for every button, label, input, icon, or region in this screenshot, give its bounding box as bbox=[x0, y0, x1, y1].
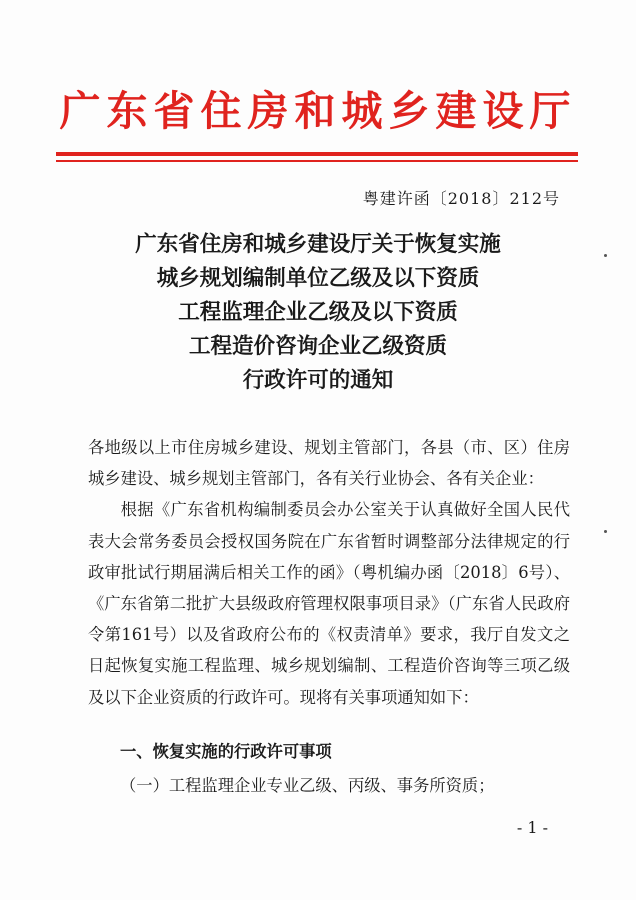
section-item-1: （一）工程监理企业专业乙级、丙级、事务所资质； bbox=[120, 776, 495, 795]
salutation: 各地级以上市住房城乡建设、规划主管部门，各县（市、区）住房城乡建设、城乡规划主管部门，各有关行业协会、各有关企业： bbox=[88, 438, 570, 489]
title-line: 工程造价咨询企业乙级资质 bbox=[188, 334, 447, 359]
title-line: 城乡规划编制单位乙级及以下资质 bbox=[156, 266, 480, 291]
title-line: 行政许可的通知 bbox=[242, 368, 394, 393]
body-text bbox=[88, 432, 570, 713]
title-line: 工程监理企业乙级及以下资质 bbox=[178, 300, 458, 325]
margin-mark bbox=[604, 254, 607, 257]
page-number: - 1 - bbox=[516, 818, 548, 837]
document-title bbox=[0, 228, 636, 398]
document-number: 粤建许函〔2018〕212号 bbox=[362, 189, 560, 208]
organization-header: 广东省住房和城乡建设厅 bbox=[59, 87, 577, 135]
section-heading-1: 一、恢复实施的行政许可事项 bbox=[120, 742, 332, 761]
header-red-rule-thick bbox=[56, 152, 578, 156]
header-red-rule-thin bbox=[56, 160, 578, 162]
title-line: 广东省住房和城乡建设厅关于恢复实施 bbox=[135, 232, 501, 257]
margin-mark bbox=[604, 530, 607, 533]
paragraph-1: 根据《广东省机构编制委员会办公室关于认真做好全国人民代表大会常务委员会授权国务院在广东省暂时调整部分法律规定的行政审批试行期届满后相关工作的函》（粤机编办函〔2018〕6号）、《广东省第二批扩大县级政府管理权限事项目录》（广东省人民政府令第161号）以及省政府公布的《权责清单》要求，我厅自发文之日起恢复实施工程监理、城乡规划编制、工程造价咨询等三项乙级及以下企业资质的行政许可。现将有关事项通知如下： bbox=[88, 500, 570, 707]
